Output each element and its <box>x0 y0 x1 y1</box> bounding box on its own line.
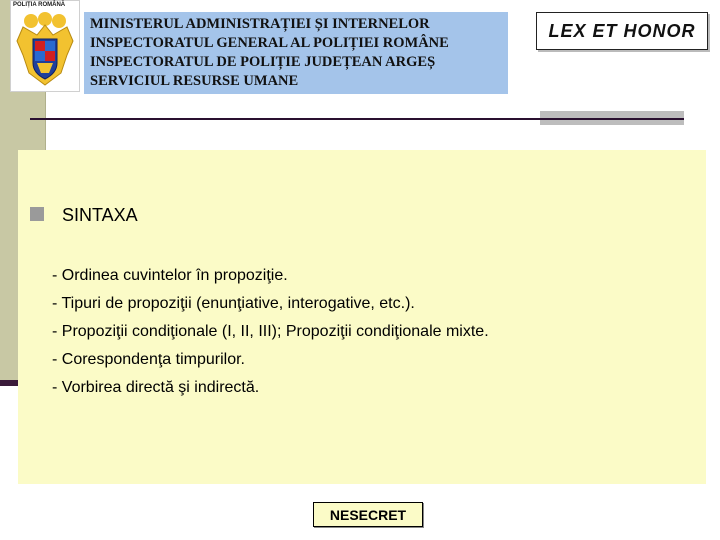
header-line-general-inspectorate: INSPECTORATUL GENERAL AL POLIȚIEI ROMÂNE <box>90 35 449 51</box>
list-item: - Tipuri de propoziţii (enunţiative, interogative, etc.). <box>52 295 415 312</box>
header-line-county-inspectorate: INSPECTORATUL DE POLIȚIE JUDEȚEAN ARGEȘ <box>90 54 436 70</box>
list-item: - Corespondenţa timpurilor. <box>52 351 245 368</box>
motto-box <box>536 12 708 50</box>
syntax-topics-list <box>52 262 489 402</box>
institution-header <box>84 12 508 94</box>
section-title: SINTAXA <box>62 205 138 225</box>
police-logo <box>10 0 80 92</box>
classification-label: NESECRET <box>329 507 407 523</box>
header-line-ministry: MINISTERUL ADMINISTRAȚIEI ȘI INTERNELOR <box>90 16 430 32</box>
list-item: - Vorbirea directă şi indirectă. <box>52 379 260 396</box>
classification-badge <box>313 502 423 527</box>
romanian-coat-of-arms-icon <box>13 11 77 89</box>
logo-caption: POLIȚIA ROMÂNĂ <box>13 2 66 8</box>
motto-text: LEX ET HONOR <box>548 21 696 41</box>
list-item: - Ordinea cuvintelor în propoziţie. <box>52 267 288 284</box>
header-line-service: SERVICIUL RESURSE UMANE <box>90 73 299 89</box>
square-bullet-icon <box>30 207 44 221</box>
list-item: - Propoziţii condiţionale (I, II, III); Propoziţii condiţionale mixte. <box>52 323 489 340</box>
header-divider <box>30 118 684 120</box>
